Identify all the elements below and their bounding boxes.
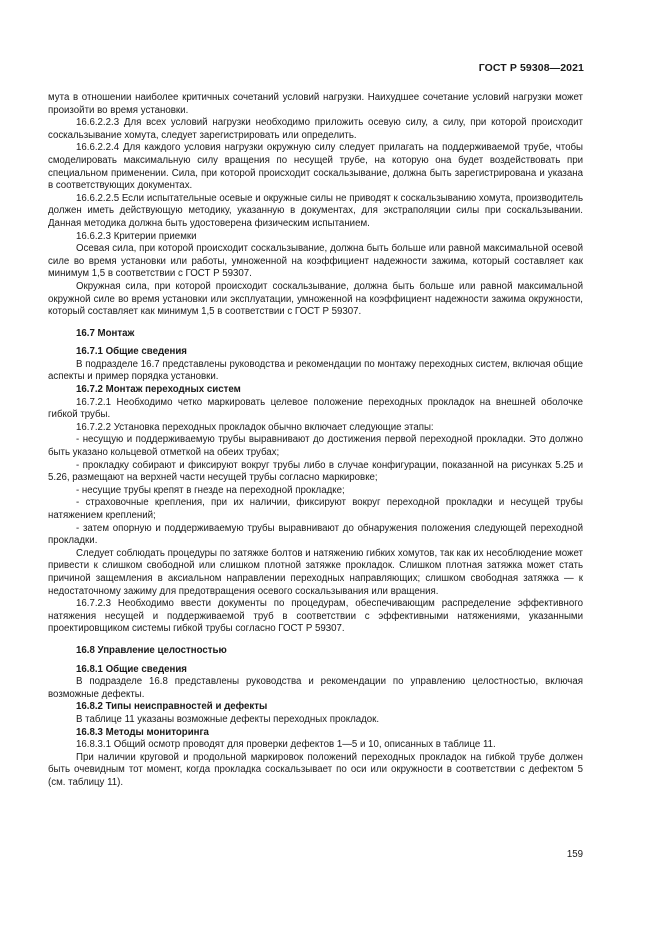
section-heading: 16.8 Управление целостностью (76, 644, 227, 656)
paragraph: Следует соблюдать процедуры по затяжке болтов и натяжению гибких хомутов, так как их несоблюдение может привести к слишком свободной или слишком плотной затяжке прокладок. Слишком плотная затяжка может стать причиной защемления в аксиальном направлении переходных направляющих; слишком свободная затяжка — к недостаточному зажиму для предотвращения осевого соскальзывания или вращения. (48, 547, 583, 597)
subsection-heading: 16.8.1 Общие сведения (76, 663, 187, 675)
list-item: - несущую и поддерживаемую трубы выравнивают до достижения первой переходной прокладки. Это должно быть указано кольцевой отметкой на обеих трубах; (48, 434, 583, 459)
list-item: - затем опорную и поддерживаемую трубы выравнивают до обнаружения положения следующей переходной прокладки. (48, 522, 583, 547)
paragraph: мута в отношении наиболее критичных сочетаний условий нагрузки. Наихудшее сочетание условий нагрузки может произойти во время установки. (48, 92, 583, 116)
paragraph: 16.8.3.1 Общий осмотр проводят для проверки дефектов 1—5 и 10, описанных в таблице 11. (76, 739, 496, 751)
paragraph: Окружная сила, при которой происходит соскальзывание, должна быть больше или равной максимальной окружной силе во время установки или эксплуатации, умноженной на коэффициент надежности зажима окружности, который составляет как минимум 1,5 в соответствии с ГОСТ Р 59307. (48, 280, 583, 318)
subsection-heading: 16.7.2 Монтаж переходных систем (76, 384, 241, 396)
paragraph: 16.7.2.3 Необходимо ввести документы по процедурам, обеспечивающим распределение эффективного натяжения несущей и поддерживаемой труб в соответствии с эффективными натяжениями, указанными проектировщиком системы гибкой трубы согласно ГОСТ Р 59307. (48, 598, 583, 635)
list-item: - страховочные крепления, при их наличии, фиксируют вокруг переходной прокладки и несущей трубы натяжением креплений; (48, 497, 583, 521)
paragraph: 16.6.2.2.3 Для всех условий нагрузки необходимо приложить осевую силу, а силу, при которой происходит соскальзывание хомута, следует зарегистрировать или определить. (48, 117, 583, 141)
paragraph: В подразделе 16.8 представлены руководства и рекомендации по управлению целостностью, включая возможные дефекты. (48, 676, 583, 700)
paragraph: 16.6.2.2.4 Для каждого условия нагрузки окружную силу следует прилагать на поддерживаемой трубе, чтобы смоделировать максимальную силу вращения по несущей трубе, на которую она будет воздействовать при специальном применении. Сила, при которой происходит соскальзывание, должна быть зарегистрирована и указана в соответствующих документах. (48, 142, 583, 192)
subsection-heading: 16.7.1 Общие сведения (76, 346, 187, 358)
paragraph: 16.6.2.2.5 Если испытательные осевые и окружные силы не приводят к соскальзыванию хомута, производитель должен иметь действующую методику, указанную в документах, для экстраполяции силы при соскальзывании. Данная методика должна быть удостоверена физическим испытанием. (48, 192, 583, 229)
document-header-id: ГОСТ Р 59308—2021 (478, 62, 584, 74)
list-item: - несущие трубы крепят в гнезде на переходной прокладке; (76, 484, 345, 496)
subsection-heading: 16.8.3 Методы мониторинга (76, 726, 209, 738)
paragraph: 16.6.2.3 Критерии приемки (76, 230, 197, 242)
paragraph: Осевая сила, при которой происходит соскальзывание, должна быть больше или равной максимальной осевой силе во время установки или работы, умноженной на коэффициент надежности зажима, который составляет как минимум 1,5 в соответствии с ГОСТ Р 59307. (48, 243, 583, 280)
paragraph: 16.7.2.1 Необходимо четко маркировать целевое положение переходных прокладок на внешней оболочке гибкой трубы. (48, 396, 583, 421)
paragraph: 16.7.2.2 Установка переходных прокладок обычно включает следующие этапы: (76, 421, 434, 433)
section-heading: 16.7 Монтаж (76, 327, 135, 339)
paragraph: В таблице 11 указаны возможные дефекты переходных прокладок. (76, 713, 380, 725)
document-body (48, 92, 583, 789)
paragraph: В подразделе 16.7 представлены руководства и рекомендации по монтажу переходных систем, включая общие аспекты и пример порядка установки. (48, 358, 583, 383)
subsection-heading: 16.8.2 Типы неисправностей и дефекты (76, 701, 268, 713)
page-number: 159 (566, 849, 583, 860)
list-item: - прокладку собирают и фиксируют вокруг трубы либо в случае конфигурации, показанной на рисунках 5.25 и 5.26, размещают на верхней части несущей трубы согласно маркировке; (48, 459, 583, 484)
paragraph: При наличии круговой и продольной маркировок положений переходных прокладок на гибкой трубе должен быть очевидным тот момент, когда прокладка соскальзывает по оси или окружности в соответствии с дефектом 5 (см. таблицу 11). (48, 751, 583, 788)
